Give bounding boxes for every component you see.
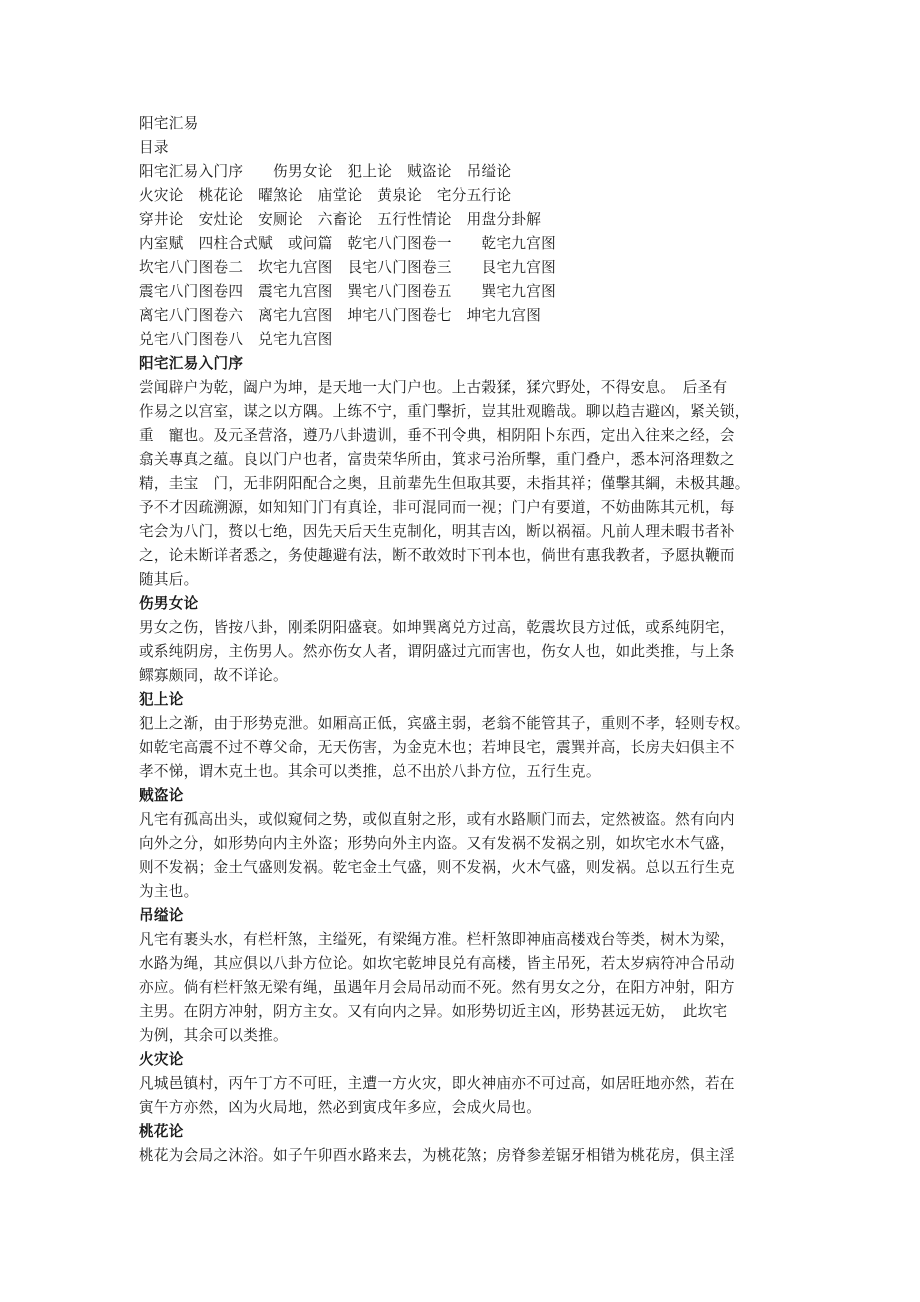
paragraph-line: 水路为绳，其应俱以八卦方位论。如坎宅乾坤艮兑有高楼，皆主吊死，若太岁病符冲合吊动: [139, 955, 735, 972]
toc-line: 穿井论 安灶论 安厕论 六畜论 五行性情论 用盘分卦解: [139, 211, 542, 228]
paragraph-line: 主男。在阴方冲射，阴方主女。又有向内之异。如形势切近主凶，形势甚远无妨， 此坎宅: [139, 1003, 728, 1020]
paragraph-line: 向外之分，如形势向内主外盗；形势向外主内盗。又有发祸不发祸之别，如坎宅水木气盛，: [139, 835, 735, 852]
toc-line: 震宅八门图卷四 震宅九宫图 巽宅八门图卷五 巽宅九宫图: [139, 283, 557, 300]
paragraph-line: 如乾宅高震不过不尊父命，无天伤害，为金克木也；若坤艮宅，震巽并高，长房夫妇俱主不: [139, 739, 735, 756]
paragraph-line: 亦应。倘有栏杆煞无梁有绳，虽遇年月会局吊动而不死。然有男女之分，在阳方冲射，阳方: [139, 979, 735, 996]
paragraph-line: 宅会为八门，赘以七绝，因先天后天生克制化，明其吉凶，断以祸福。凡前人理未暇书者补: [139, 523, 735, 540]
section-body: [139, 928, 794, 1048]
toc-line: 阳宅汇易入门序 伤男女论 犯上论 贼盗论 吊缢论: [139, 163, 512, 180]
toc-label: 目录: [139, 139, 169, 156]
section-body: [139, 376, 794, 592]
paragraph-line: 或系纯阴房，主伤男人。然亦伤女人者，谓阴盛过亢而害也，伤女人也，如此类推，与上条: [139, 643, 735, 660]
paragraph-line: 之，论未断详者悉之，务使趣避有法，断不敢效时下刊本也，倘世有惠我教者，予愿执鞭而: [139, 547, 735, 564]
paragraph-line: 尝闻辟户为乾，阖户为坤，是天地一大门户也。上古榖猱，猱穴野处，不得安息。 后圣有: [139, 379, 728, 396]
paragraph-line: 凡城邑镇村，丙午丁方不可旺，主遭一方火灾，即火神庙亦不可过高，如居旺地亦然，若在: [139, 1075, 735, 1092]
paragraph-line: 翕关專真之蕴。良以门户也者，富贵荣华所由，箕求弓治所擊，重门叠户，悉本河洛理数之: [139, 451, 735, 468]
paragraph-line: 寅午方亦然，凶为火局地，然必到寅戌年多应，会成火局也。: [139, 1099, 542, 1116]
toc-line: 坎宅八门图卷二 坎宅九宫图 艮宅八门图卷三 艮宅九宫图: [139, 259, 557, 276]
toc-line: 内室赋 四柱合式赋 或问篇 乾宅八门图卷一 乾宅九宫图: [139, 235, 557, 252]
paragraph-line: 则不发祸；金土气盛则发祸。乾宅金土气盛，则不发祸，火木气盛，则发祸。总以五行生克: [139, 859, 735, 876]
section-heading: 吊缢论: [139, 907, 184, 924]
section-heading: 阳宅汇易入门序: [139, 355, 244, 372]
paragraph-line: 凡宅有裹头水，有栏杆煞，主缢死，有梁绳方准。栏杆煞即神庙高楼戏台等类，树木为梁，: [139, 931, 735, 948]
paragraph-line: 鳏寡颇同，故不详论。: [139, 667, 288, 684]
section-heading: 火灾论: [139, 1051, 184, 1068]
document-page: [139, 112, 794, 1168]
section-body: [139, 1072, 794, 1120]
paragraph-line: 男女之伤，皆按八卦，刚柔阴阳盛衰。如坤巽离兑方过高，乾震坎艮方过低，或系纯阴宅，: [139, 619, 735, 636]
paragraph-line: 犯上之渐，由于形势克泄。如厢高正低，宾盛主弱，老翁不能管其子，重则不孝，轻则专权。: [139, 715, 750, 732]
section-body: [139, 808, 794, 904]
section-heading: 犯上论: [139, 691, 184, 708]
paragraph-line: 孝不悌，谓木克土也。其余可以类推，总不出於八卦方位，五行生克。: [139, 763, 601, 780]
paragraph-line: 作易之以宫室，谋之以方隅。上练不宁，重门擊折，豈其壯观瞻哉。聊以趋吉避凶，紧关锁，: [139, 403, 750, 420]
section-heading: 桃花论: [139, 1123, 184, 1140]
paragraph-line: 为主也。: [139, 883, 199, 900]
paragraph-line: 凡宅有孤高出头，或似窥伺之势，或似直射之形，或有水路顺门而去，定然被盗。然有向内: [139, 811, 735, 828]
paragraph-line: 桃花为会局之沐浴。如子午卯酉水路来去，为桃花煞；房脊参差锯牙相错为桃花房，俱主淫: [139, 1147, 735, 1164]
table-of-contents: [139, 160, 794, 352]
toc-line: 离宅八门图卷六 离宅九宫图 坤宅八门图卷七 坤宅九宫图: [139, 307, 542, 324]
paragraph-line: 予不才因疏溯源，如知知门门有真诠，非可混同而一视；门户有要道，不妨曲陈其元机，每: [139, 499, 735, 516]
paragraph-line: 随其后。: [139, 571, 199, 588]
paragraph-line: 重 寵也。及元圣营洛，遵乃八卦遗训，垂不刊令典，相阴阳卜东西，定出入往来之经，会: [139, 427, 735, 444]
section-body: [139, 1144, 794, 1168]
paragraph-line: 精，圭宝 门，无非阴阳配合之奥，且前辈先生但取其要，未指其祥；僅擊其綱，未极其趣。: [139, 475, 750, 492]
paragraph-line: 为例，其余可以类推。: [139, 1027, 288, 1044]
toc-line: 兑宅八门图卷八 兑宅九宫图: [139, 331, 333, 348]
section-body: [139, 616, 794, 688]
section-heading: 伤男女论: [139, 595, 199, 612]
section-heading: 贼盗论: [139, 787, 184, 804]
section-body: [139, 712, 794, 784]
toc-line: 火灾论 桃花论 曜煞论 庙堂论 黄泉论 宅分五行论: [139, 187, 512, 204]
document-title: 阳宅汇易: [139, 115, 199, 132]
